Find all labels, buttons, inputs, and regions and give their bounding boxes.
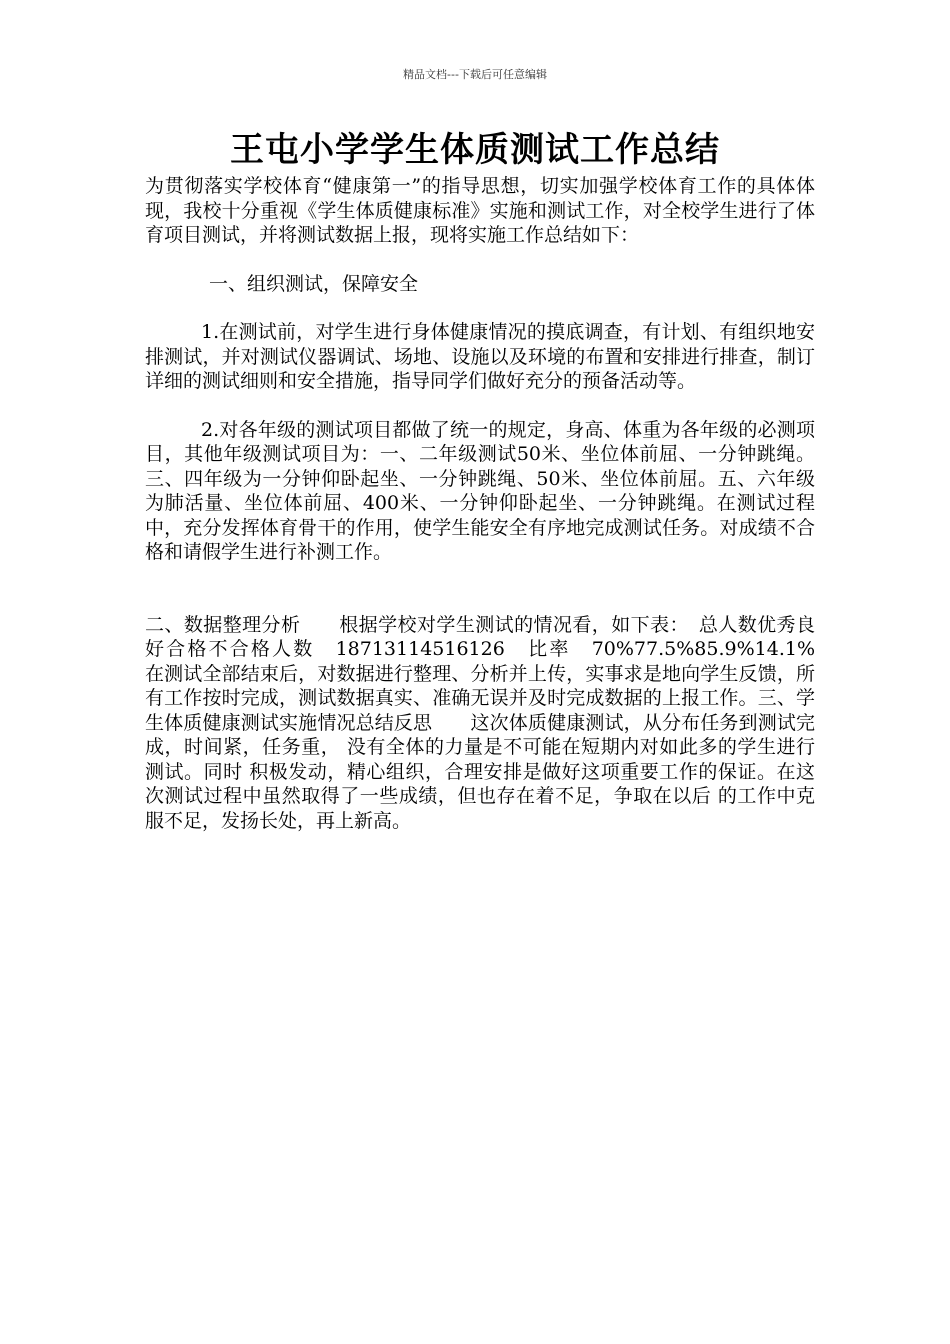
intro-paragraph: 为贯彻落实学校体育“健康第一”的指导思想，切实加强学校体育工作的具体体现，我校十分重视《学生体质健康标准》实施和测试工作，对全校学生进行了体育项目测试，并将测试数据上报，现将实施工作总结如下： [145,175,815,246]
section-heading-1: 一、组织测试，保障安全 [209,272,419,295]
list-item-1: 1.在测试前，对学生进行身体健康情况的摸底调查，有计划、有组织地安排测试，并对测试仪器调试、场地、设施以及环境的布置和安排进行排查，制订详细的测试细则和安全措施，指导同学们做好充分的预备活动等。 [145,321,815,392]
list-item-2: 2.对各年级的测试项目都做了统一的规定，身高、体重为各年级的必测项目，其他年级测试项目为：一、二年级测试50米、坐位体前屈、一分钟跳绳。三、四年级为一分钟仰卧起坐、一分钟跳绳、50米、坐位体前屈。五、六年级为肺活量、坐位体前屈、400米、一分钟仰卧起坐、一分钟跳绳。在测试过程中，充分发挥体育骨干的作用，使学生能安全有序地完成测试任务。对成绩不合格和请假学生进行补测工作。 [145,418,815,563]
header-note: 精品文档---下载后可任意编辑 [403,68,547,81]
document-title: 王屯小学学生体质测试工作总结 [230,130,720,170]
document-body [145,174,873,833]
section-2-paragraph: 二、数据整理分析 根据学校对学生测试的情况看，如下表： 总人数优秀良好合格不合格人数 18713114516126 比率 70%77.5%85.9%14.1% 在测试全部结束后，对数据进行整理、分析并上传，实事求是地向学生反馈，所有工作按时完成，测试数据真实、准确无误并及时完成数据的上报工作。三、学生体质健康测试实施情况总结反思 这次体质健康测试，从分布任务到测试完成，时间紧，任务重， 没有全体的力量是不可能在短期内对如此多的学生进行测试。同时 积极发动，精心组织，合理安排是做好这项重要工作的保证。在这次测试过程中虽然取得了一些成绩，但也存在着不足，争取在以后 的工作中克服不足，发扬长处，再上新高。 [145,613,873,832]
